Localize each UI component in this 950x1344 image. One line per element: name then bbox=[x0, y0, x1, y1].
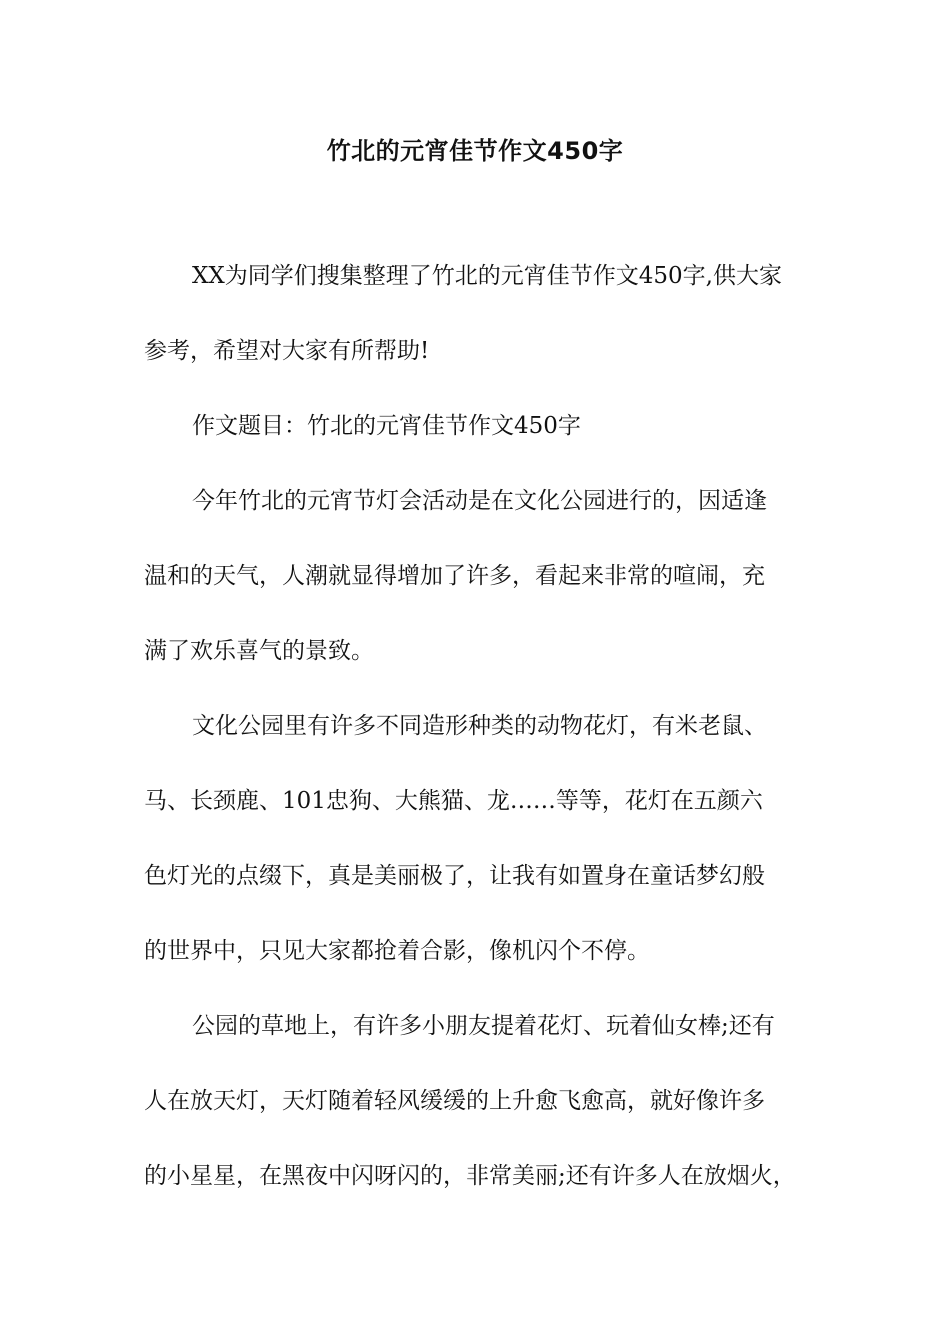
paragraph-line: 今年竹北的元宵节灯会活动是在文化公园进行的，因适逢 bbox=[192, 488, 767, 514]
paragraph-park-lawn bbox=[144, 1006, 808, 1197]
paragraph-intro bbox=[144, 256, 808, 372]
paragraph-line: 色灯光的点缀下，真是美丽极了，让我有如置身在童话梦幻般 bbox=[144, 863, 765, 889]
paragraph-line: 满了欢乐喜气的景致。 bbox=[144, 638, 374, 664]
paragraph-lantern-festival bbox=[144, 481, 808, 672]
paragraph-animal-lanterns bbox=[144, 706, 808, 972]
paragraph-line: 温和的天气，人潮就显得增加了许多，看起来非常的喧闹，充 bbox=[144, 563, 765, 589]
paragraph-line: XX为同学们搜集整理了竹北的元宵佳节作文450字,供大家 bbox=[192, 263, 782, 289]
document-body bbox=[144, 256, 808, 1231]
document-title: 竹北的元宵佳节作文450字 bbox=[326, 137, 624, 165]
paragraph-essay-title bbox=[144, 406, 808, 447]
paragraph-line: 参考，希望对大家有所帮助! bbox=[144, 338, 430, 364]
paragraph-line: 公园的草地上，有许多小朋友提着花灯、玩着仙女棒;还有 bbox=[192, 1013, 775, 1039]
paragraph-line: 人在放天灯，天灯随着轻风缓缓的上升愈飞愈高，就好像许多 bbox=[144, 1088, 765, 1114]
paragraph-line: 的小星星，在黑夜中闪呀闪的，非常美丽;还有许多人在放烟火， bbox=[144, 1163, 796, 1189]
paragraph-line: 作文题目：竹北的元宵佳节作文450字 bbox=[192, 413, 581, 439]
paragraph-line: 的世界中，只见大家都抢着合影，像机闪个不停。 bbox=[144, 938, 650, 964]
paragraph-line: 文化公园里有许多不同造形种类的动物花灯，有米老鼠、 bbox=[192, 713, 767, 739]
paragraph-line: 马、长颈鹿、101忠狗、大熊猫、龙……等等，花灯在五颜六 bbox=[144, 788, 763, 814]
